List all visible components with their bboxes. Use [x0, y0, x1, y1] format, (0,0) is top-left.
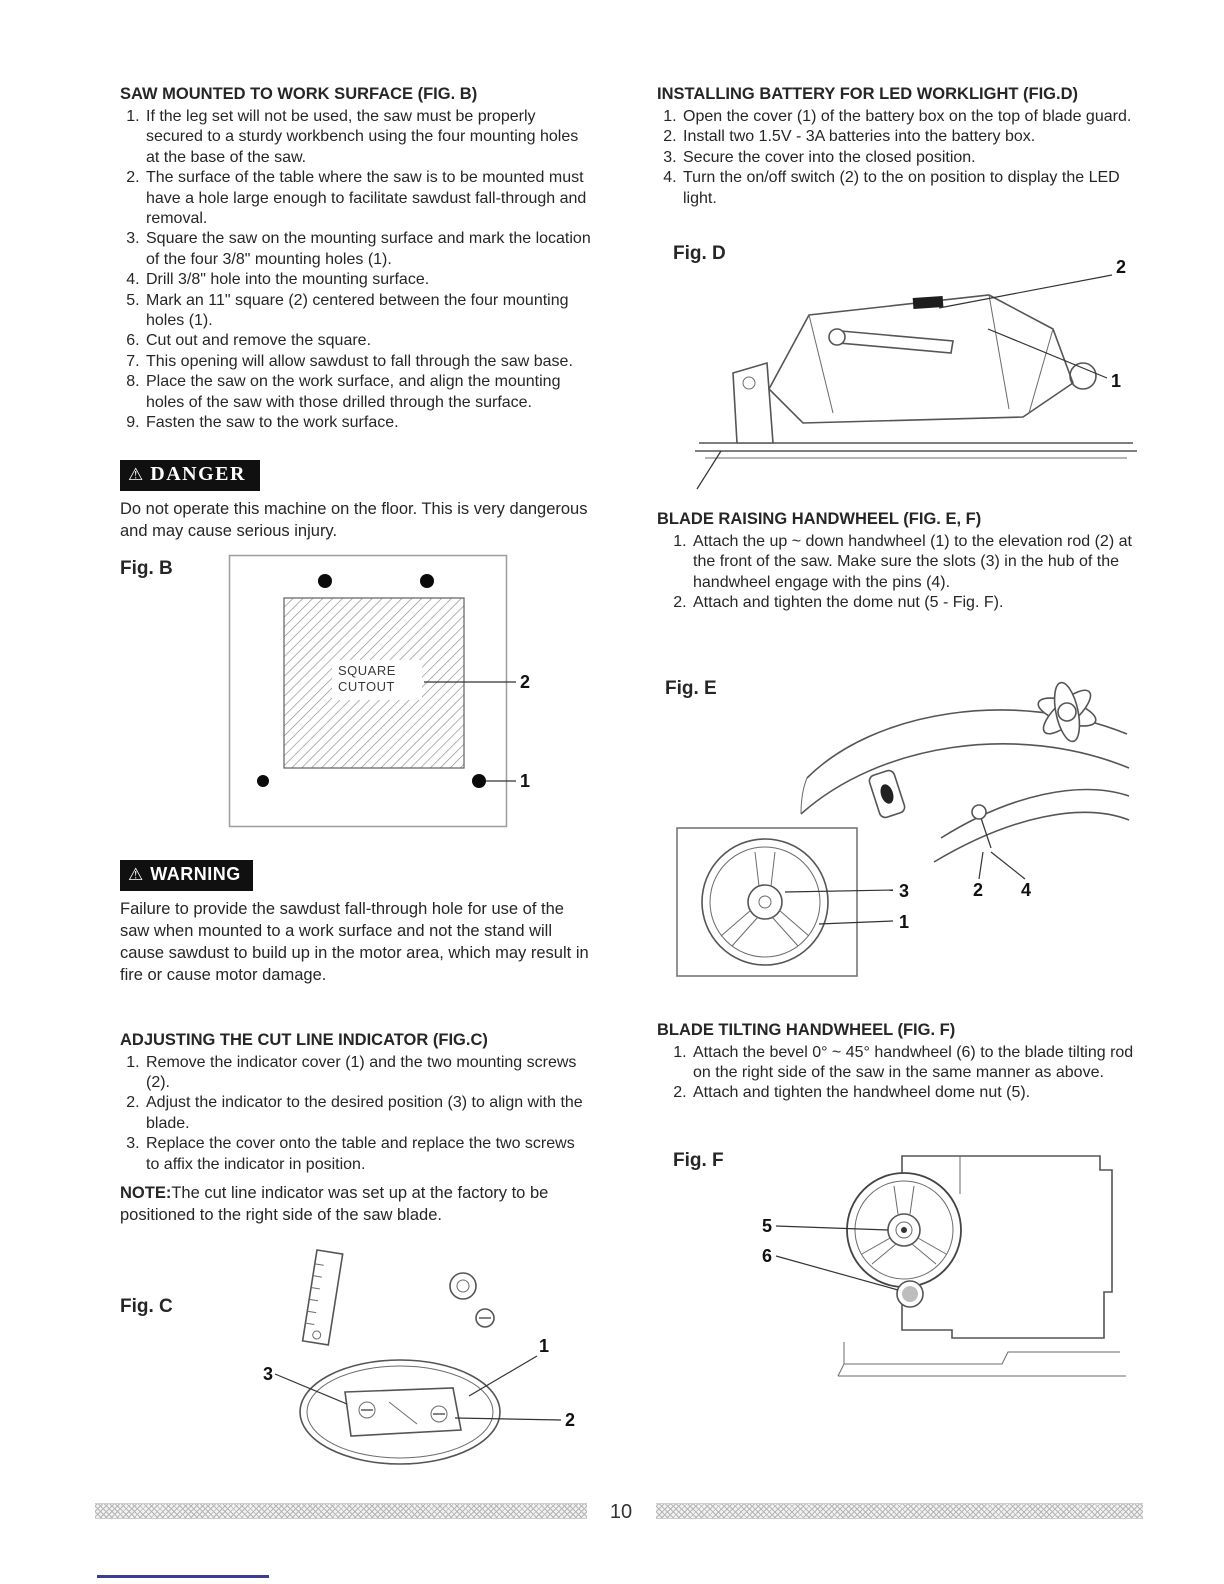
note-text: The cut line indicator was set up at the factory to be positioned to the right side of the saw blade.: [120, 1183, 549, 1224]
fig-c-drawing: [275, 1250, 561, 1464]
step: 4. Turn the on/off switch (2) to the on position to display the LED light.: [681, 168, 1149, 209]
fig-f-label: Fig. F: [673, 1149, 724, 1171]
callout-2: 2: [565, 1409, 576, 1430]
figure-f: [657, 1142, 1149, 1394]
heading-tilting: BLADE TILTING HANDWHEEL (FIG. F): [657, 1020, 956, 1039]
step: 6. Cut out and remove the square.: [144, 331, 592, 351]
saw-mounted-steps: [120, 107, 592, 434]
fig-c-label: Fig. C: [120, 1295, 173, 1317]
heading-raising: BLADE RAISING HANDWHEEL (FIG. E, F): [657, 510, 982, 529]
battery-steps: [657, 107, 1149, 209]
heading-battery: INSTALLING BATTERY FOR LED WORKLIGHT (FIG.D): [657, 85, 1079, 103]
callout-2: 2: [1116, 257, 1127, 278]
fig-b-illustration: [228, 554, 538, 840]
note-label: NOTE:: [120, 1183, 172, 1202]
fig-d-label: Fig. D: [673, 243, 726, 265]
warning-badge: [120, 860, 253, 891]
callout-3: 3: [899, 880, 910, 901]
step: 3. Secure the cover into the closed position.: [681, 148, 1149, 168]
danger-text: Do not operate this machine on the floor. This is very dangerous and may cause serious injury.: [120, 499, 588, 540]
cut-line-steps: [120, 1053, 592, 1175]
step: 1. Remove the indicator cover (1) and the two mounting screws (2).: [144, 1053, 592, 1094]
warning-triangle-icon: ⚠: [128, 864, 144, 884]
footer-ornament-left: [95, 1503, 587, 1519]
tilting-steps: [657, 1043, 1149, 1104]
danger-label: DANGER: [150, 462, 246, 485]
step: 2. The surface of the table where the saw is to be mounted must have a hole large enough to facilitate sawdust fall-through and removal.: [144, 168, 592, 229]
bottom-mark: [97, 1575, 269, 1578]
footer-ornament-right: [656, 1503, 1143, 1519]
step: 3. Replace the cover onto the table and replace the two screws to affix the indicator in position.: [144, 1134, 592, 1175]
fig-f-illustration: [752, 1142, 1137, 1394]
fig-d-drawing: [695, 275, 1137, 489]
heading-cut-line: ADJUSTING THE CUT LINE INDICATOR (FIG.C): [120, 1030, 488, 1049]
step: 2. Install two 1.5V - 3A batteries into the battery box.: [681, 127, 1149, 147]
step: 9. Fasten the saw to the work surface.: [144, 413, 592, 433]
callout-6: 6: [762, 1245, 773, 1266]
step: 2. Adjust the indicator to the desired position (3) to align with the blade.: [144, 1093, 592, 1134]
figure-c: [120, 1244, 592, 1490]
step: 1. Attach the bevel 0° ~ 45° handwheel (6) to the blade tilting rod on the right side of the saw in the same manner as above.: [691, 1043, 1149, 1084]
step: 1. If the leg set will not be used, the saw must be properly secured to a sturdy workbench using the four mounting holes at the base of the saw.: [144, 107, 592, 168]
fig-d-illustration: [691, 251, 1141, 497]
figure-e: [657, 676, 1149, 982]
step: 5. Mark an 11" square (2) centered between the four mounting holes (1).: [144, 291, 592, 332]
callout-1: 1: [1111, 371, 1122, 392]
callout-3: 3: [263, 1363, 274, 1384]
raising-steps: [657, 532, 1149, 614]
figure-d: [657, 243, 1149, 493]
left-column: [120, 80, 592, 1490]
figure-b: [120, 554, 592, 846]
fig-c-illustration: [255, 1244, 585, 1486]
step: 8. Place the saw on the work surface, and align the mounting holes of the saw with those drilled through the surface.: [144, 372, 592, 413]
callout-5: 5: [762, 1215, 773, 1236]
heading-saw-mounted: SAW MOUNTED TO WORK SURFACE (FIG. B): [120, 85, 478, 103]
warning-label: WARNING: [150, 863, 241, 884]
step: 1. Attach the up ~ down handwheel (1) to the elevation rod (2) at the front of the saw. Make sure the slots (3) in the hub of the handwheel engage with the pins (4).: [691, 532, 1149, 593]
callout-2: 2: [973, 879, 984, 900]
callout-2: 2: [520, 671, 531, 692]
step: 2. Attach and tighten the dome nut (5 - Fig. F).: [691, 593, 1149, 613]
step: 2. Attach and tighten the handwheel dome nut (5).: [691, 1083, 1149, 1103]
right-column: [657, 80, 1149, 1394]
step: 4. Drill 3/8" hole into the mounting surface.: [144, 270, 592, 290]
callout-1: 1: [899, 911, 910, 932]
cutout-label-line2: CUTOUT: [338, 678, 395, 694]
fig-b-label: Fig. B: [120, 557, 173, 579]
step: 3. Square the saw on the mounting surface and mark the location of the four 3/8" mounting holes (1).: [144, 229, 592, 270]
callout-1: 1: [539, 1335, 550, 1356]
page-number: 10: [609, 1501, 633, 1523]
step: 1. Open the cover (1) of the battery box on the top of blade guard.: [681, 107, 1149, 127]
callout-1: 1: [520, 770, 531, 791]
step: 7. This opening will allow sawdust to fall through the saw base.: [144, 352, 592, 372]
cutout-label-line1: SQUARE: [338, 662, 396, 678]
callout-4: 4: [1021, 879, 1032, 900]
fig-f-drawing: [776, 1156, 1126, 1376]
warning-text: Failure to provide the sawdust fall-through hole for use of the saw when mounted to a work surface and not the stand will cause sawdust to build up in the motor area, which may result in fire or cause motor damage.: [120, 899, 589, 984]
warning-triangle-icon: ⚠: [128, 464, 144, 484]
note: [120, 1182, 592, 1226]
danger-badge: [120, 460, 260, 491]
fig-e-illustration: [669, 676, 1134, 982]
fig-e-label: Fig. E: [665, 677, 717, 699]
